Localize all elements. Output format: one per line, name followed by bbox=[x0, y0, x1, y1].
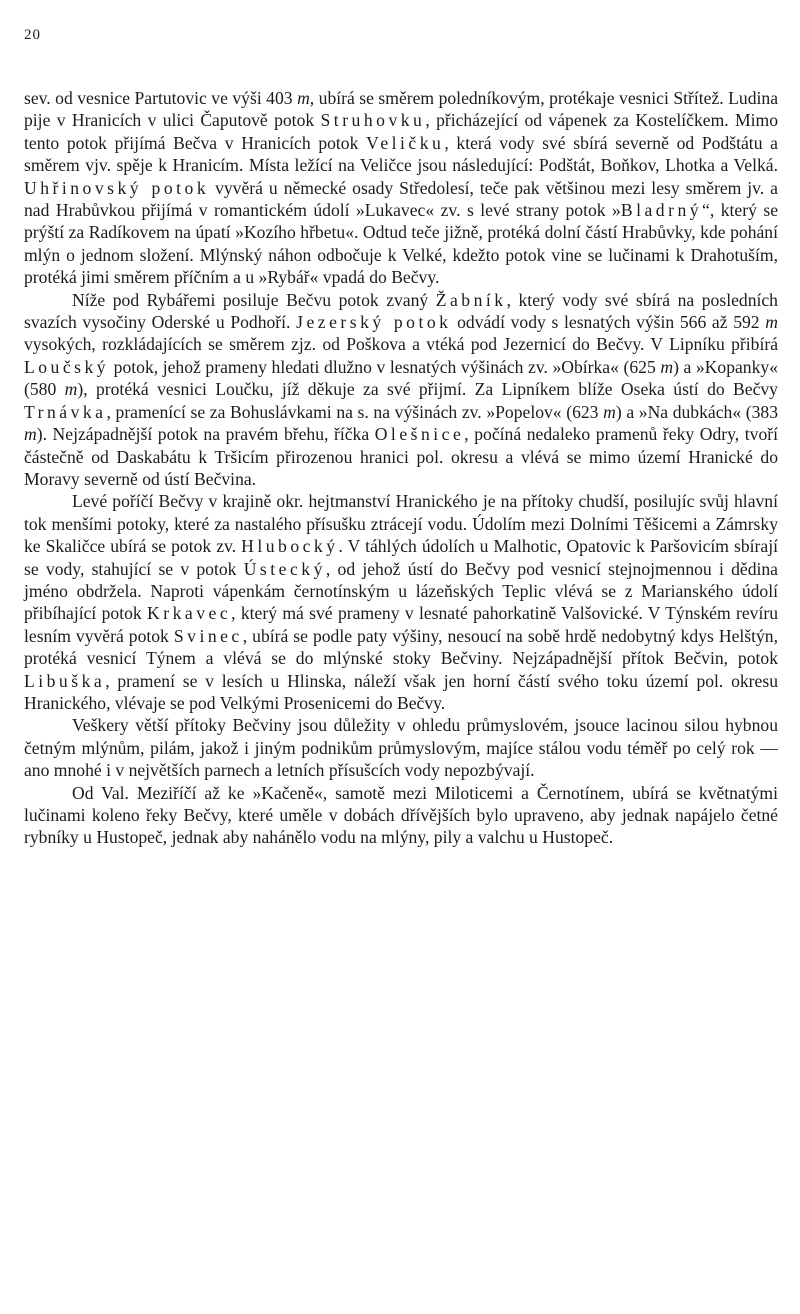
spaced-name: Struhovku bbox=[320, 110, 426, 131]
text-run: vysokých, rozkládajících se směrem zjz. od Poškova a vtéká pod Jezernicí do Bečvy. V Lipníku přibírá bbox=[24, 334, 778, 355]
spaced-name: Jezerský potok bbox=[296, 312, 452, 333]
text-run: , počíná nedaleko pramenů řeky Odry, tvoří částečně od Daskabátu k Tršicím přirozenou hranici pol. okresu a vlévá se mimo území Hranické do Moravy severně od ústí Bečvina. bbox=[24, 424, 778, 489]
text-run: odvádí vody s lesnatých výšin 566 až 592 bbox=[451, 312, 766, 333]
text-run: potok, jehož prameny hledati dlužno v lesnatých výšinách zv. »Obírka« (625 bbox=[109, 356, 661, 377]
text-run: . V táhlých údolích u Malhotic, Opatovic k Paršovicím sbírají se vody, stahující se v potok bbox=[24, 536, 778, 579]
spaced-name: Bladrný bbox=[620, 200, 703, 221]
text-run: sev. od vesnice Partutovic ve výši 403 bbox=[24, 88, 298, 108]
unit-label: m bbox=[765, 312, 778, 333]
unit-label: m bbox=[24, 424, 37, 445]
text-run: Od Val. Meziříčí až ke »Kačeně«, samotě mezi Miloticemi a Černotínem, ubírá se květnatými lučinami koleno řeky Bečvy, které uměle v dobách dřívějších bylo upraveno, aby jednak napájelo četné rybníky u Hustopeč, jednak aby nahánělo vodu na mlýny, pily a valchu u Hustopeč. bbox=[24, 782, 778, 848]
text-run: , pramení se v lesích u Hlinska, náleží však jen horní částí svého toku území pol. okresu Hranického, vlévaje se pod Velkými Prosenicemi do Bečvy. bbox=[24, 670, 778, 713]
spaced-name: Uhřinovský potok bbox=[24, 177, 210, 198]
paragraph bbox=[24, 87, 778, 289]
text-run: Veškery větší přítoky Bečviny jsou důležity v ohledu průmyslovém, jsouce lacinou silou hybnou četným mlýnům, pilám, jakož i jiným podnikům průmyslovým, majíce stálou vodu téměř po celý rok — ano mnohé i v největších parnech a letních přísušcích vody nepozbývají. bbox=[24, 715, 778, 781]
paragraph bbox=[24, 782, 778, 849]
unit-label: m bbox=[660, 356, 674, 377]
page-number: 20 bbox=[24, 27, 41, 43]
text-run: , od jehož ústí do Bečvy pod vesnicí stejnojmennou i dědina jméno obdržela. Naproti vápenkám černotínským u lázeňských Teplic vlévá se z Marianského údolí přibíhající potok bbox=[24, 558, 778, 624]
text-run: “, který se prýští za Radíkovem na úpatí »Kozího hřbetu«. Odtud teče jižně, protéká dolní částí Hrabůvky, kde pohání mlýn o jednom složení. Mlýnský náhon odbočuje k Velké, kdežto potok vine se lučinami k Drahotuším, protéká jimi směrem příčním a u »Rybář« vpadá do Bečvy. bbox=[24, 200, 779, 288]
text-run: ), protéká vesnici Loučku, jíž děkuje za své přijmí. Za Lipníkem blíže Oseka ústí do Bečvy bbox=[77, 379, 778, 400]
text-run: ) a »Na dubkách« (383 bbox=[615, 401, 778, 422]
spaced-name: Krkavec bbox=[147, 603, 232, 624]
text-run: , pramenící se za Bohuslávkami na s. na výšinách zv. »Popelov« (623 bbox=[106, 401, 604, 422]
text-run: ). Nejzápadnější potok na pravém břehu, říčka bbox=[36, 424, 375, 445]
unit-label: m bbox=[64, 379, 78, 400]
spaced-name: Ústecký bbox=[243, 558, 326, 579]
text-run: , ubírá se podle paty výšiny, nesoucí na sobě hrdě nedobytný kdys Helštýn, protéká vesnicí Týnem a vlévá se do mlýnské stoky Bečviny. Nejzápadnější přítok Bečvin, potok bbox=[24, 625, 778, 669]
spaced-name: Trnávka bbox=[24, 401, 107, 422]
paragraph bbox=[24, 714, 778, 781]
spaced-name: Olešnice bbox=[374, 424, 465, 445]
unit-label: m bbox=[603, 401, 616, 422]
spaced-name: Libuška bbox=[24, 670, 106, 691]
paragraph bbox=[24, 289, 778, 491]
spaced-name: Svinec bbox=[173, 625, 243, 646]
spaced-name: Veličku bbox=[366, 132, 445, 153]
text-run: , ubírá se směrem poledníkovým, protékaje vesnici Střítež. Ludina pije v Hranicích v ulici Čaputově potok bbox=[24, 88, 778, 131]
text-run: Níže pod Rybářemi posiluje Bečvu potok zvaný bbox=[72, 289, 436, 310]
spaced-name: Hlubocký bbox=[241, 536, 339, 557]
spaced-name: Loučský bbox=[24, 356, 110, 377]
unit-label: m bbox=[297, 88, 310, 108]
text-run: vyvěrá u německé osady Středolesí, teče pak většinou mezi lesy směrem jv. a nad Hrabůvkou přijímá v romantickém údolí »Lukavec« zv. s levé strany potok » bbox=[24, 177, 778, 221]
text-run: , přicházející od vápenek za Kostelíčkem. Mimo tento potok přijímá Bečva v Hranicích potok bbox=[24, 110, 779, 153]
text-run: , který vody své sbírá na posledních svazích vysočiny Oderské u Podhoří. bbox=[24, 289, 778, 333]
paragraph bbox=[24, 490, 778, 714]
text-run: ) a »Kopanky« (580 bbox=[24, 356, 778, 400]
spaced-name: Žabník bbox=[435, 289, 507, 310]
text-run: , která vody své sbírá severně od Podštátu a směrem vjv. spěje k Hranicím. Místa ležící na Veličce jsou následující: Podštát, Boňkov, Lhotka a Velká. bbox=[24, 132, 778, 176]
body-text bbox=[24, 87, 778, 849]
text-run: Levé poříčí Bečvy v krajině okr. hejtmanství Hranického je na přítoky chudší, posilujíc svůj hlavní tok menšími potoky, které za nastalého přísušku ztrácejí vodu. Údolím mezi Dolními Těšicemi a Zámrsky ke Skaličce ubírá se potok zv. bbox=[24, 491, 778, 557]
text-run: , který má své prameny v lesnaté pahorkatině Valšovické. V Týnském revíru lesním vyvěrá potok bbox=[24, 603, 778, 646]
